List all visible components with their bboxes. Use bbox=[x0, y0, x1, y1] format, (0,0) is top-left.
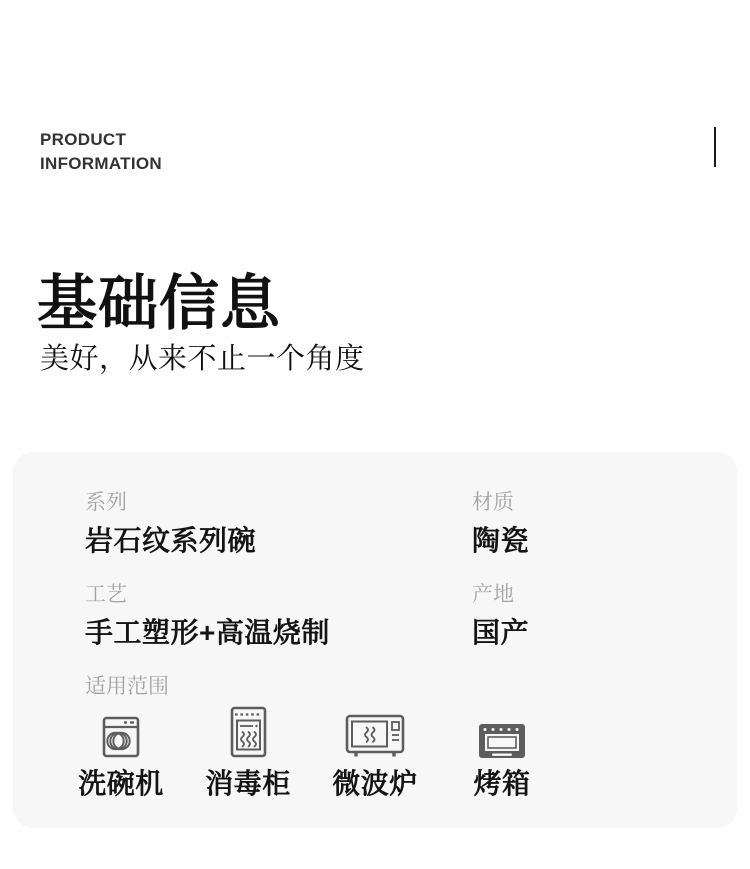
appliance-sterilizer bbox=[202, 706, 294, 802]
field-value: 岩石纹系列碗 bbox=[85, 525, 257, 556]
scope-label: 适用范围 bbox=[85, 675, 169, 698]
field-material bbox=[472, 490, 737, 557]
sterilizer-icon bbox=[230, 706, 267, 758]
appliance-label: 消毒柜 bbox=[205, 768, 291, 799]
field-label: 工艺 bbox=[85, 583, 127, 606]
field-value: 手工塑形+高温烧制 bbox=[85, 617, 330, 648]
field-craft bbox=[85, 582, 472, 649]
appliance-label: 洗碗机 bbox=[78, 768, 164, 799]
field-label: 材质 bbox=[472, 491, 514, 514]
field-origin bbox=[472, 582, 737, 649]
eyebrow-line2: INFORMATION bbox=[40, 154, 162, 173]
field-value: 国产 bbox=[472, 617, 530, 648]
microwave-icon bbox=[345, 706, 405, 758]
eyebrow-line1: PRODUCT bbox=[40, 130, 127, 149]
field-label: 系列 bbox=[85, 491, 127, 514]
applicable-scope bbox=[78, 674, 737, 802]
appliance-label: 烤箱 bbox=[473, 768, 531, 799]
appliance-label: 微波炉 bbox=[332, 768, 418, 799]
field-value: 陶瓷 bbox=[472, 525, 530, 556]
appliance-row bbox=[75, 706, 737, 802]
appliance-microwave bbox=[329, 706, 421, 802]
field-series bbox=[85, 490, 472, 557]
eyebrow-heading bbox=[40, 128, 162, 176]
basic-info-card bbox=[13, 452, 737, 828]
spec-fields bbox=[85, 490, 737, 649]
oven-icon bbox=[479, 706, 525, 758]
dishwasher-icon bbox=[102, 706, 140, 758]
header-divider-line bbox=[714, 127, 716, 167]
section-subtitle: 美好，从来不止一个角度 bbox=[40, 343, 365, 375]
appliance-dishwasher bbox=[75, 706, 167, 802]
section-title: 基础信息 bbox=[37, 270, 281, 337]
field-label: 产地 bbox=[472, 583, 514, 606]
appliance-oven bbox=[456, 706, 548, 802]
